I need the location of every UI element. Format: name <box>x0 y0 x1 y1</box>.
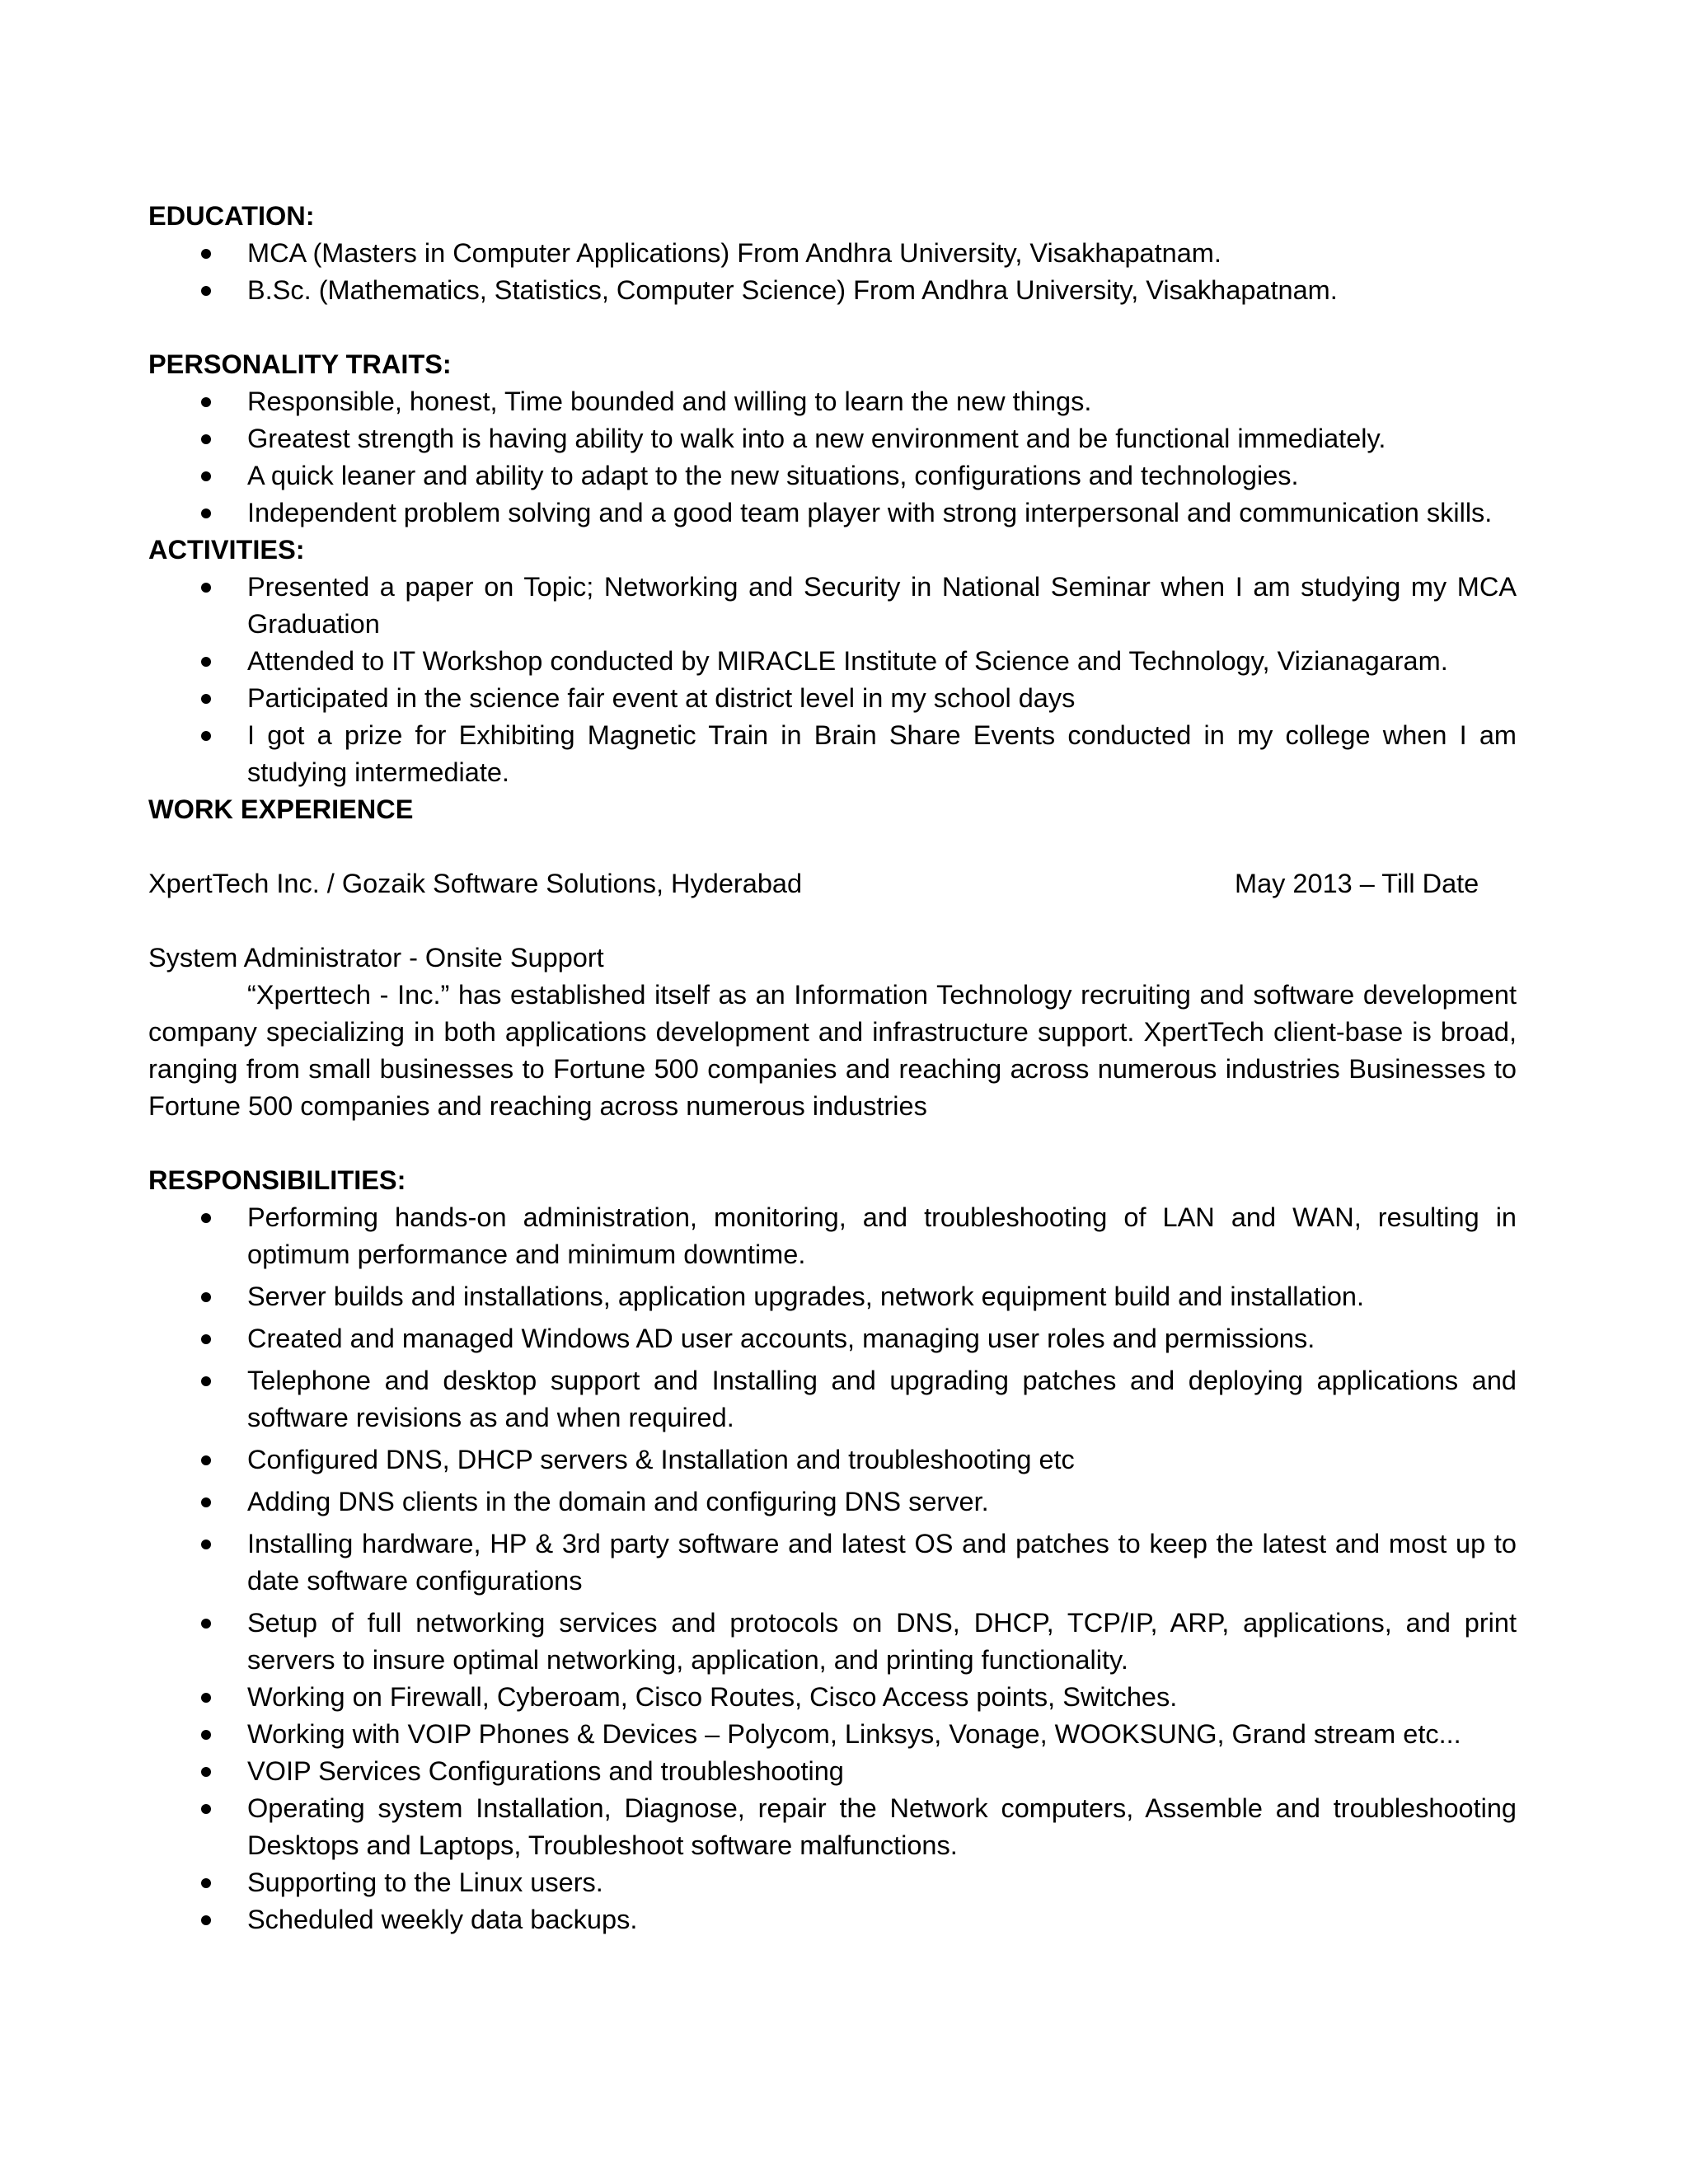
list-item: Server builds and installations, application upgrades, network equipment build and installation. <box>148 1278 1517 1315</box>
list-item: Created and managed Windows AD user accounts, managing user roles and permissions. <box>148 1320 1517 1357</box>
education-heading: EDUCATION: <box>148 201 315 231</box>
list-item: Adding DNS clients in the domain and configuring DNS server. <box>148 1483 1517 1521</box>
list-item: A quick leaner and ability to adapt to the new situations, configurations and technologies. <box>148 457 1517 494</box>
personality-traits-heading: PERSONALITY TRAITS: <box>148 349 452 379</box>
list-item: MCA (Masters in Computer Applications) From Andhra University, Visakhapatnam. <box>148 235 1517 272</box>
company-description: “Xperttech - Inc.” has established itself as an Information Technology recruiting and software development company specializing in both applications development and infrastructure support. XpertTech client-base is broad, ranging from small businesses to Fortune 500 companies and reaching across numerous industries Businesses to Fortune 500 companies and reaching across numerous industries <box>148 980 1517 1121</box>
list-item: Configured DNS, DHCP servers & Installation and troubleshooting etc <box>148 1441 1517 1479</box>
job-dates: May 2013 – Till Date <box>1235 869 1479 898</box>
list-item: VOIP Services Configurations and troubleshooting <box>148 1753 1517 1790</box>
list-item: Performing hands-on administration, monitoring, and troubleshooting of LAN and WAN, resulting in optimum performance and minimum downtime. <box>148 1199 1517 1273</box>
activities-list <box>148 569 1517 791</box>
section-spacer <box>148 828 1517 865</box>
work-experience-heading: WORK EXPERIENCE <box>148 794 414 824</box>
list-item: Scheduled weekly data backups. <box>148 1901 1517 1938</box>
list-item: Working on Firewall, Cyberoam, Cisco Routes, Cisco Access points, Switches. <box>148 1679 1517 1716</box>
list-item: Responsible, honest, Time bounded and willing to learn the new things. <box>148 383 1517 420</box>
responsibilities-list <box>148 1199 1517 1938</box>
list-item: Installing hardware, HP & 3rd party software and latest OS and patches to keep the latest and most up to date software configurations <box>148 1526 1517 1600</box>
list-item: Setup of full networking services and protocols on DNS, DHCP, TCP/IP, ARP, applications, and print servers to insure optimal networking, application, and printing functionality. <box>148 1605 1517 1679</box>
list-item: Attended to IT Workshop conducted by MIRACLE Institute of Science and Technology, Vizianagaram. <box>148 643 1517 680</box>
list-item: Telephone and desktop support and Installing and upgrading patches and deploying applications and software revisions as and when required. <box>148 1362 1517 1436</box>
list-item: Working with VOIP Phones & Devices – Polycom, Linksys, Vonage, WOOKSUNG, Grand stream etc... <box>148 1716 1517 1753</box>
job-role: System Administrator - Onsite Support <box>148 943 604 972</box>
company-name: XpertTech Inc. / Gozaik Software Solutions, Hyderabad <box>148 869 803 898</box>
list-item: Participated in the science fair event at district level in my school days <box>148 680 1517 717</box>
list-item: Presented a paper on Topic; Networking and Security in National Seminar when I am studying my MCA Graduation <box>148 569 1517 643</box>
list-item: B.Sc. (Mathematics, Statistics, Computer Science) From Andhra University, Visakhapatnam. <box>148 272 1517 309</box>
section-spacer <box>148 1125 1517 1162</box>
list-item: I got a prize for Exhibiting Magnetic Train in Brain Share Events conducted in my college when I am studying intermediate. <box>148 717 1517 791</box>
list-item: Greatest strength is having ability to walk into a new environment and be functional immediately. <box>148 420 1517 457</box>
resume-page <box>148 198 1517 1938</box>
section-spacer <box>148 902 1517 940</box>
list-item: Operating system Installation, Diagnose, repair the Network computers, Assemble and troubleshooting Desktops and Laptops, Troubleshoot software malfunctions. <box>148 1790 1517 1864</box>
list-item: Supporting to the Linux users. <box>148 1864 1517 1901</box>
section-spacer <box>148 309 1517 346</box>
personality-traits-list <box>148 383 1517 532</box>
responsibilities-heading: RESPONSIBILITIES: <box>148 1165 406 1195</box>
activities-heading: ACTIVITIES: <box>148 535 305 565</box>
list-item: Independent problem solving and a good team player with strong interpersonal and communication skills. <box>148 494 1517 532</box>
job-header <box>148 865 1517 902</box>
education-list <box>148 235 1517 309</box>
